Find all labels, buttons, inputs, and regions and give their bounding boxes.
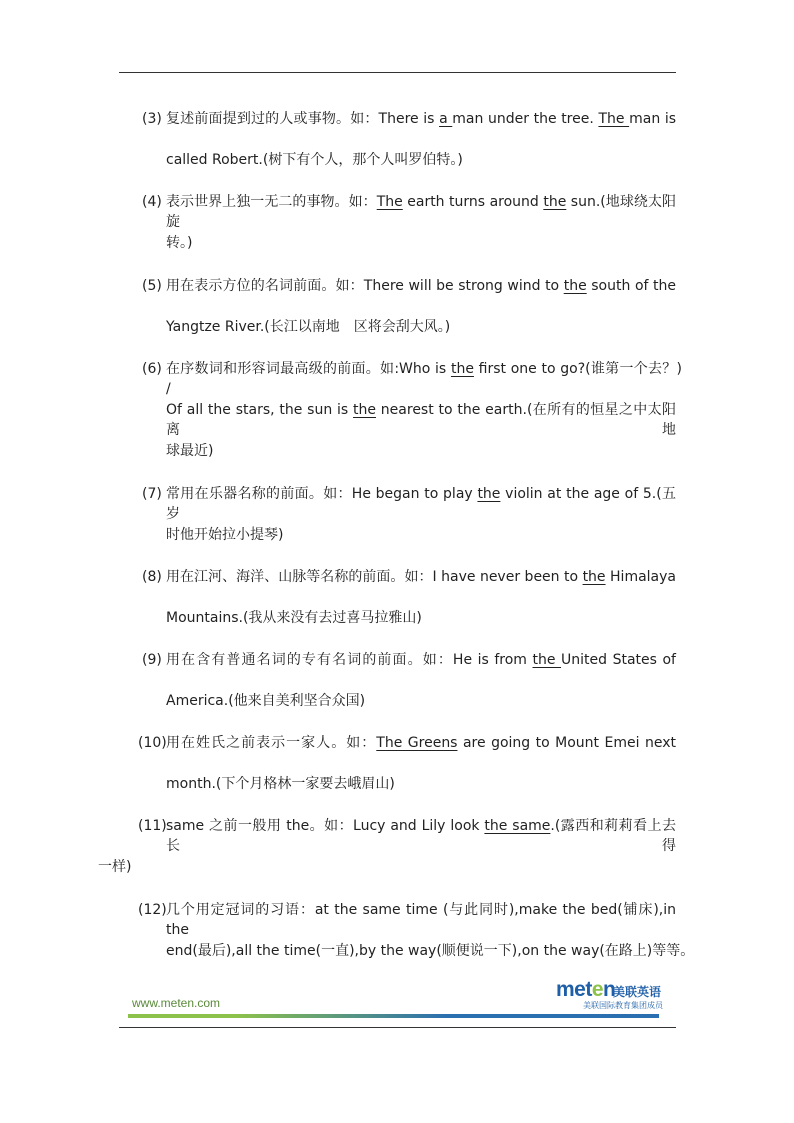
logo-tagline: 美联国际教育集团成员 (583, 1001, 663, 1010)
text-segment: 转。) (166, 235, 193, 251)
text-segment: 用在含有普通名词的专有名词的前面。如：He is from (166, 652, 533, 668)
text-segment: Mountains.(我从来没有去过喜马拉雅山) (166, 610, 422, 626)
item-text-line (166, 900, 676, 940)
text-segment: America.(他来自美利坚合众国) (166, 693, 366, 709)
item-text-line (166, 774, 395, 794)
text-segment: 用在江河、海洋、山脉等名称的前面。如：I have never been to (166, 569, 583, 585)
text-segment: end(最后),all the time(一直),by the way(顺便说一下),on the way(在路上)等等。 (166, 943, 695, 959)
text-segment: first one to go?(谁第一个去？) / (166, 361, 682, 397)
underlined-article: the same (484, 818, 551, 834)
item-text-line (98, 857, 131, 877)
item-number: (4) (142, 194, 162, 210)
item-text-line (166, 816, 676, 856)
item-text-line (166, 400, 676, 440)
item-number: (6) (142, 361, 162, 377)
text-segment: man is (629, 111, 677, 127)
text-segment: Himalaya (605, 569, 676, 585)
text-segment: man under the tree. (452, 111, 599, 127)
footer-rule (119, 1027, 676, 1028)
item-number: (5) (142, 278, 162, 294)
text-segment: 表示世界上独一无二的事物。如： (166, 194, 377, 210)
item-number: (8) (142, 569, 162, 585)
text-segment: 球最近) (166, 443, 214, 459)
meten-logo (556, 978, 663, 1010)
item-text-line (166, 441, 213, 461)
item-text-line (166, 941, 694, 961)
text-segment: 时他开始拉小提琴) (166, 527, 284, 543)
item-text-line (166, 608, 422, 628)
item-text-line (166, 359, 682, 399)
text-segment: same 之前一般用 the。如：Lucy and Lily look (166, 818, 485, 834)
text-segment: 几个用定冠词的习语：at the same time (与此同时),make the bed(铺床),in the (166, 902, 676, 938)
item-text-line (166, 484, 676, 524)
text-segment: 在序数词和形容词最高级的前面。如:Who is (166, 361, 451, 377)
text-segment: sun.(地球绕太阳旋 (166, 194, 676, 230)
text-segment: 常用在乐器名称的前面。如：He began to play (166, 486, 478, 502)
text-segment: 用在表示方位的名词前面。如：There will be strong wind to (166, 278, 564, 294)
underlined-article: The Greens (376, 735, 458, 751)
item-text-line (166, 525, 283, 545)
text-segment: earth turns around (402, 194, 544, 210)
logo-wordmark: meten (556, 978, 616, 1001)
logo-chinese-name: 美联英语 (613, 985, 662, 999)
item-text-line (166, 109, 676, 129)
footer-url[interactable]: www.meten.com (132, 996, 221, 1010)
item-number: (7) (142, 486, 162, 502)
footer-color-bar (128, 1014, 659, 1018)
underlined-article: the (532, 652, 562, 668)
text-segment: United States of (561, 652, 676, 668)
header-rule (119, 72, 676, 73)
underlined-article: The (376, 194, 403, 210)
text-segment: called Robert.(树下有个人，那个人叫罗伯特。) (166, 152, 463, 168)
item-number: (3) (142, 111, 162, 127)
underlined-article: the (543, 194, 567, 210)
text-segment: 一样) (98, 859, 132, 875)
text-segment: 用在姓氏之前表示一家人。如： (166, 735, 377, 751)
item-text-line (166, 567, 676, 587)
text-segment: nearest to the earth.(在所有的恒星之中太阳离地 (166, 402, 676, 438)
item-text-line (166, 150, 463, 170)
text-segment: .(露西和莉莉看上去长得 (166, 818, 676, 854)
text-segment: 复述前面提到过的人或事物。如：There is (166, 111, 440, 127)
underlined-article: a (439, 111, 453, 127)
underlined-article: the (582, 569, 606, 585)
item-text-line (166, 650, 676, 670)
item-number: (12) (138, 902, 167, 918)
item-text-line (166, 317, 450, 337)
underlined-article: the (563, 278, 587, 294)
text-segment: south of the (586, 278, 676, 294)
text-segment: month.(下个月格林一家要去峨眉山) (166, 776, 395, 792)
underlined-article: the (353, 402, 376, 418)
text-segment: are going to Mount Emei next (457, 735, 676, 751)
item-number: (11) (138, 818, 167, 834)
item-number: (9) (142, 652, 162, 668)
text-segment: violin at the age of 5.(五岁 (166, 486, 676, 522)
underlined-article: the (450, 361, 474, 377)
underlined-article: The (598, 111, 630, 127)
underlined-article: the (477, 486, 501, 502)
item-text-line (166, 733, 676, 753)
text-segment: Of all the stars, the sun is (166, 402, 354, 418)
item-text-line (166, 276, 676, 296)
item-text-line (166, 233, 192, 253)
item-number: (10) (138, 735, 167, 751)
item-text-line (166, 691, 365, 711)
item-text-line (166, 192, 676, 232)
text-segment: Yangtze River.(长江以南地 区将会刮大风。) (166, 319, 451, 335)
